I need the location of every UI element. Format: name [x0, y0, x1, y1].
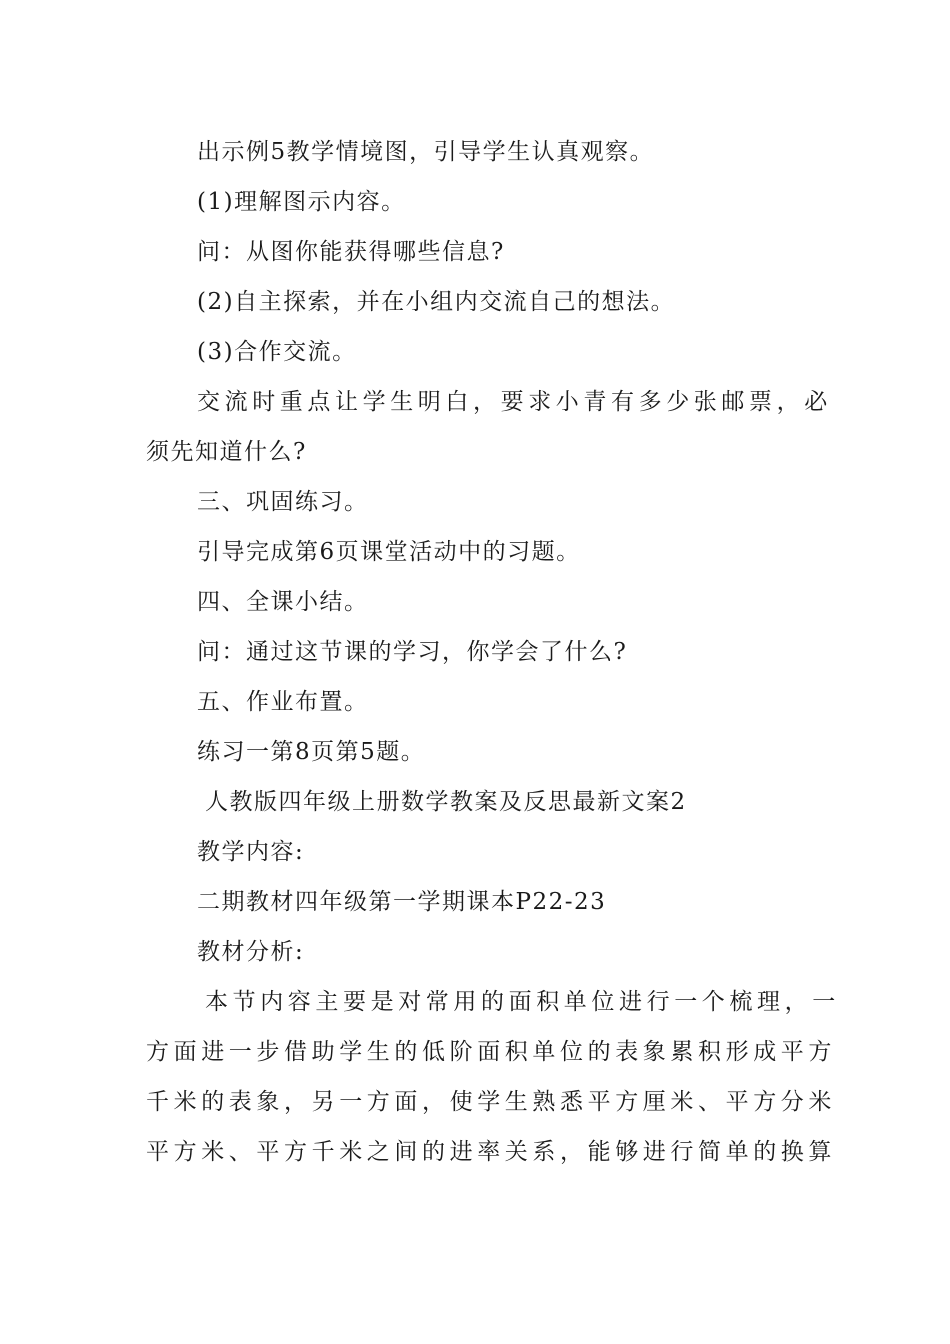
paragraph-analysis-line-1: 本节内容主要是对常用的面积单位进行一个梳理，一	[205, 989, 840, 1015]
paragraph-homework: 练习一第8页第5题。	[197, 739, 426, 765]
paragraph-show-example: 出示例5教学情境图，引导学生认真观察。	[197, 139, 655, 165]
paragraph-analysis-line-3: 千米的表象，另一方面，使学生熟悉平方厘米、平方分米	[146, 1089, 836, 1115]
paragraph-analysis-line-4: 平方米、平方千米之间的进率关系，能够进行简单的换算	[146, 1139, 836, 1165]
paragraph-practice-guide: 引导完成第6页课堂活动中的习题。	[197, 539, 581, 565]
section-heading-summary: 四、全课小结。	[197, 589, 369, 615]
paragraph-question-info: 问：从图你能获得哪些信息?	[197, 239, 505, 265]
paragraph-summary-question: 问：通过这节课的学习，你学会了什么?	[197, 639, 628, 665]
article-title: 人教版四年级上册数学教案及反思最新文案2	[205, 789, 687, 815]
paragraph-analysis-line-2: 方面进一步借助学生的低阶面积单位的表象累积形成平方	[146, 1039, 836, 1065]
label-material-analysis: 教材分析:	[197, 939, 305, 965]
section-heading-homework: 五、作业布置。	[197, 689, 369, 715]
paragraph-step-1: (1)理解图示内容。	[197, 189, 406, 215]
paragraph-exchange-line-1: 交流时重点让学生明白，要求小青有多少张邮票，必	[197, 389, 832, 415]
label-teaching-content: 教学内容:	[197, 839, 305, 865]
paragraph-textbook-pages: 二期教材四年级第一学期课本P22-23	[197, 889, 607, 915]
section-heading-practice: 三、巩固练习。	[197, 489, 369, 515]
paragraph-step-3: (3)合作交流。	[197, 339, 357, 365]
paragraph-step-2: (2)自主探索，并在小组内交流自己的想法。	[197, 289, 676, 315]
paragraph-exchange-line-2: 须先知道什么?	[146, 439, 307, 465]
